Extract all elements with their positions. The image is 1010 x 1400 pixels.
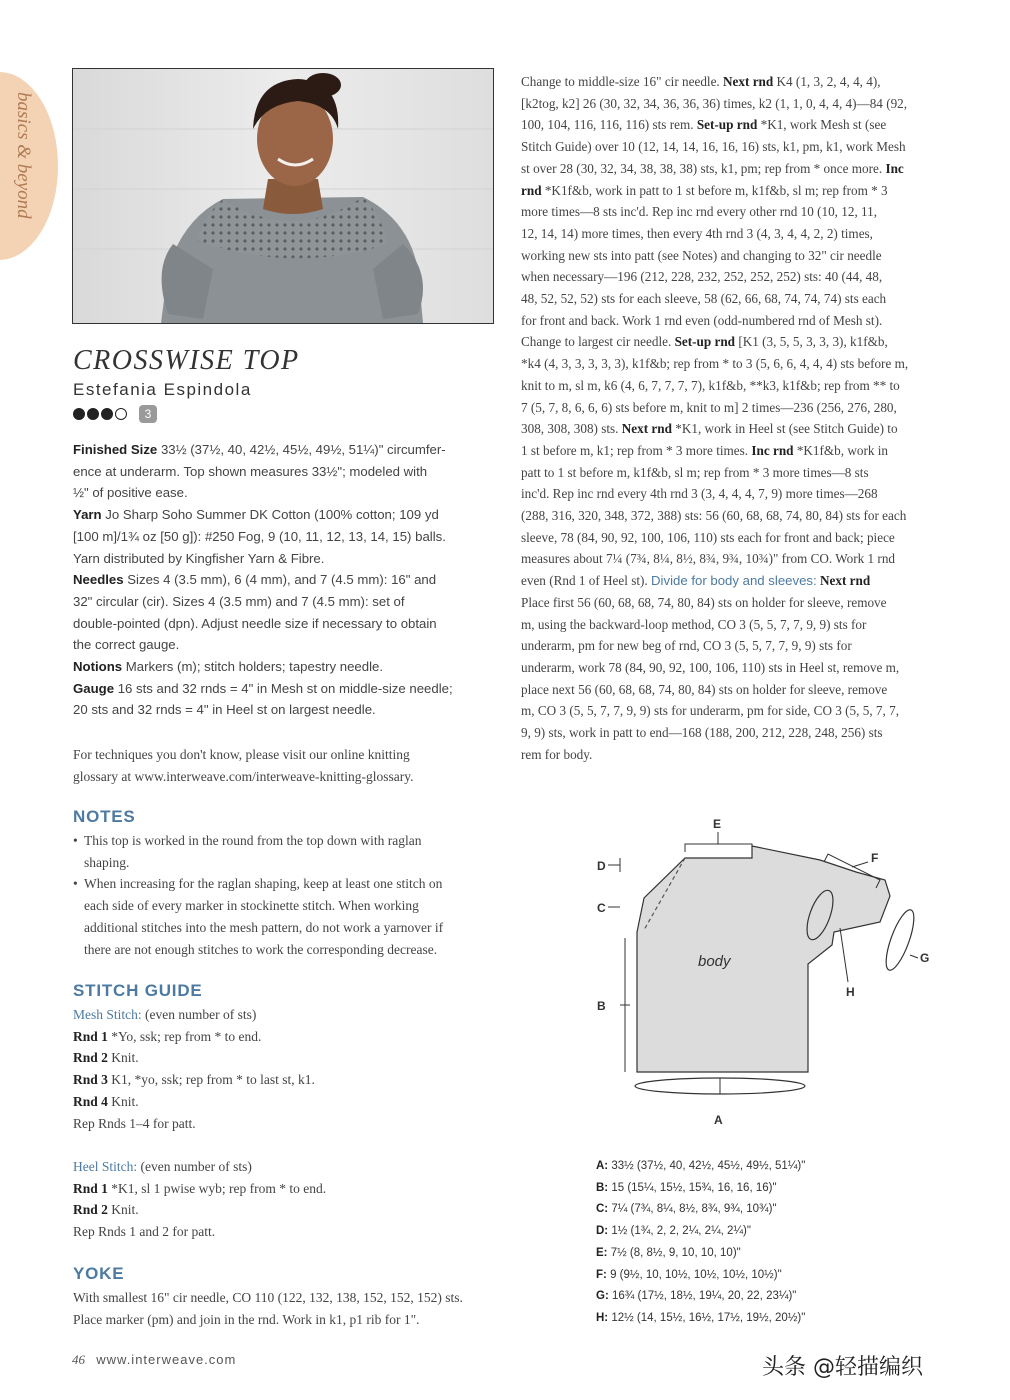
instruction-text: K4 (1, 3, 2, 4, 4, 4), [773, 74, 881, 89]
measurement-value: 16¾ (17½, 18½, 19¼, 20, 22, 23¼)" [611, 1290, 797, 1303]
round-text: Knit. [107, 1202, 139, 1218]
measurement-key: F: [596, 1268, 607, 1281]
techniques-text: For techniques you don't know, please visit our online knitting [73, 747, 410, 762]
instruction-text: patt to 1 st before m, k1f&b, sl m; rep from * 3 more times—8 sts [521, 464, 869, 480]
instruction-text: Place first 56 (60, 68, 68, 74, 80, 84) sts on holder for sleeve, remove [521, 594, 887, 610]
label-a: A [714, 1113, 723, 1127]
instruction-text: [K1 (3, 5, 5, 3, 3, 3), k1f&b, [735, 334, 888, 350]
measurement-value: 1½ (1¾, 2, 2, 2¼, 2¼, 2¼)" [611, 1225, 751, 1238]
round-label: Rnd 1 [73, 1028, 108, 1044]
section-tab-label: basics & beyond [13, 92, 34, 219]
instruction-text: more times—8 sts inc'd. Rep inc rnd every other rnd 10 (10, 12, 11, [521, 204, 878, 220]
finished-size-text: ence at underarm. Top shown measures 33½"; modeled with [73, 463, 428, 479]
instruction-text: measures about 7¼ (7¾, 8¼, 8½, 8¾, 9¾, 10¾)" from CO. Work 1 rnd [521, 551, 896, 567]
instruction-text: working new sts into patt (see Notes) and changing to 32" cir needle [521, 247, 882, 263]
instruction-step-label: Next rnd [723, 74, 774, 89]
measurement-value: 7½ (8, 8½, 9, 10, 10, 10)" [610, 1246, 741, 1259]
skill-dot-filled [101, 408, 113, 420]
measurement-value: 7¼ (7¾, 8¼, 8½, 8¾, 9¾, 10¾)" [611, 1203, 777, 1216]
instruction-text: when necessary—196 (212, 228, 232, 252, 252, 252) sts: 40 (44, 48, [521, 269, 883, 285]
stitch-guide [73, 1004, 503, 1243]
measurements-list [596, 1156, 805, 1330]
finished-size-text: ½" of positive ease. [73, 485, 188, 501]
designer-name: Estefania Espindola [73, 380, 252, 399]
instruction-text: for front and back. Work 1 rnd even (odd-numbered rnd of Mesh st). [521, 312, 883, 328]
mesh-stitch-label: Mesh Stitch: [73, 1007, 142, 1022]
round-text: Knit. [107, 1093, 139, 1109]
measurement-key: B: [596, 1181, 609, 1194]
yoke-text [73, 1287, 513, 1330]
yoke-heading: YOKE [73, 1264, 125, 1283]
notes-line: there are not enough stitches to work the corresponding decrease. [84, 941, 438, 957]
measurement-key: C: [596, 1203, 609, 1216]
label-e: E [713, 817, 722, 831]
needles-label: Needles [73, 572, 124, 588]
repeat-text: Rep Rnds 1 and 2 for patt. [73, 1224, 216, 1240]
yarn-label: Yarn [73, 507, 102, 523]
label-b: B [597, 999, 606, 1013]
measurement-value: 33½ (37½, 40, 42½, 45½, 49½, 51¼)" [611, 1160, 806, 1172]
round-text: *Yo, ssk; rep from * to end. [107, 1028, 262, 1044]
mesh-stitch-count: (even number of sts) [141, 1007, 257, 1022]
specs-block [73, 439, 503, 721]
notes-line: • This top is worked in the round from the top down with raglan [84, 833, 422, 848]
needles-text: double-pointed (dpn). Adjust needle size if necessary to obtain [73, 615, 437, 631]
notes-line: shaping. [84, 854, 130, 870]
finished-size-label: Finished Size [73, 442, 158, 457]
notes-item [73, 873, 503, 960]
measurement-key: A: [596, 1160, 609, 1172]
instruction-text: 1 st before m, k1; rep from * 3 more times. [521, 442, 752, 458]
notions-label: Notions [73, 659, 123, 675]
measurement-row [596, 1308, 805, 1330]
instruction-text: 48, 52, 52, 52) sts for each sleeve, 58 (62, 66, 68, 74, 74, 74) sts each [521, 291, 887, 307]
instruction-text: st over 28 (30, 32, 34, 38, 38, 38) sts, k1, pm; rep from * once more. [521, 160, 886, 176]
instruction-text: 7 (5, 7, 8, 6, 6, 6) sts before m, knit to m] 2 times—236 (256, 276, 280, [521, 399, 897, 415]
instruction-text: *K1f&b, work in [793, 442, 889, 458]
instruction-text: *K1, work Mesh st (see [757, 117, 887, 133]
instruction-text: place next 56 (60, 68, 68, 74, 80, 84) sts on holder for sleeve, remove [521, 681, 888, 697]
instruction-text: m, using the backward-loop method, CO 3 (5, 5, 7, 7, 9, 9) sts for [521, 616, 867, 632]
measurement-row [596, 1156, 805, 1178]
divide-subheading: Divide for body and sleeves: [651, 573, 817, 589]
round-label: Rnd 3 [73, 1072, 108, 1088]
heel-stitch-label: Heel Stitch: [73, 1158, 138, 1174]
notes-list [73, 830, 503, 960]
measurement-key: G: [596, 1290, 609, 1303]
measurement-key: H: [596, 1311, 609, 1324]
measurement-key: D: [596, 1225, 609, 1238]
techniques-link-text[interactable]: glossary at www.interweave.com/interweave-knitting-glossary. [73, 768, 414, 784]
gauge-text: 20 sts and 32 rnds = 4" in Heel st on largest needle. [73, 702, 376, 718]
instruction-text: Change to largest cir needle. [521, 334, 675, 350]
yarn-text: Yarn distributed by Kingfisher Yarn & Fibre. [73, 550, 325, 566]
instruction-text: Stitch Guide) over 10 (12, 14, 14, 16, 16, 16) sts, k1, pm, k1, work Mesh [521, 139, 906, 155]
instructions-column [521, 71, 961, 766]
measurement-row [596, 1265, 805, 1287]
instruction-text: Change to middle-size 16" cir needle. [521, 74, 724, 89]
skill-level [73, 405, 157, 423]
instruction-text: 100, 104, 116, 116, 116) sts rem. [521, 117, 697, 133]
yoke-line: With smallest 16" cir needle, CO 110 (122, 132, 138, 152, 152, 152) sts. [73, 1290, 463, 1305]
round-text: Knit. [107, 1050, 139, 1066]
body-label: body [698, 953, 731, 970]
measurement-value: 15 (15¼, 15½, 15¾, 16, 16, 16)" [611, 1181, 777, 1194]
instruction-text: underarm, pm for new beg of rnd, CO 3 (5, 5, 7, 7, 9, 9) sts for [521, 638, 852, 654]
label-f: F [871, 851, 879, 865]
measurement-key: E: [596, 1246, 608, 1259]
notes-line: • When increasing for the raglan shaping, keep at least one stitch on [84, 876, 443, 892]
watermark-text: 头条 @轻描编织 [762, 1355, 923, 1380]
instruction-text: knit to m, sl m, k6 (4, 6, 7, 7, 7, 7), k1f&b, **k3, k1f&b; rep from ** to [521, 377, 900, 393]
round-label: Rnd 4 [73, 1093, 108, 1109]
round-text: *K1, sl 1 pwise wyb; rep from * to end. [107, 1180, 327, 1196]
instruction-text: rem for body. [521, 746, 593, 762]
stitch-guide-heading: STITCH GUIDE [73, 981, 203, 1000]
measurement-value: 12½ (14, 15½, 16½, 17½, 19½, 20½)" [611, 1311, 806, 1324]
pattern-title: CROSSWISE TOP [73, 345, 300, 376]
notes-line: additional stitches into the mesh pattern, do not work a yarnover if [84, 919, 444, 935]
instruction-text: 12, 14, 14) more times, then every 4th rnd 3 (4, 3, 4, 4, 2, 2) times, [521, 225, 873, 241]
measurement-row [596, 1221, 805, 1243]
gauge-label: Gauge [73, 680, 115, 696]
instruction-step-label: Set-up rnd [696, 117, 758, 133]
measurement-row [596, 1243, 805, 1265]
yarn-text: Jo Sharp Soho Summer DK Cotton (100% cotton; 109 yd [101, 507, 439, 523]
footer-url[interactable]: www.interweave.com [96, 1352, 237, 1367]
needles-text: 32" circular (cir). Sizes 4 (3.5 mm) and 7 (4.5 mm): set of [73, 593, 405, 609]
instruction-step-label: Next rnd [621, 421, 672, 437]
instruction-text: *K1, work in Heel st (see Stitch Guide) to [671, 421, 898, 437]
measurement-row [596, 1178, 805, 1200]
round-text: K1, *yo, ssk; rep from * to last st, k1. [107, 1072, 315, 1088]
page-footer [72, 1352, 236, 1368]
measurement-value: 9 (9½, 10, 10½, 10½, 10½, 10½)" [610, 1268, 782, 1281]
skill-dot-empty [115, 408, 127, 420]
notes-line: each side of every marker in stockinette stitch. When working [84, 898, 419, 914]
measurement-row [596, 1199, 805, 1221]
instruction-text: inc'd. Rep inc rnd every 4th rnd 3 (3, 4, 4, 4, 7, 9) more times—268 [521, 486, 878, 502]
needles-text: Sizes 4 (3.5 mm), 6 (4 mm), and 7 (4.5 mm): 16" and [123, 572, 437, 588]
instruction-text: 308, 308, 308) sts. [521, 421, 622, 437]
instruction-text: 9, 9) sts, work in patt to end—168 (188, 200, 212, 228, 248, 256) sts [521, 725, 883, 741]
notes-heading: NOTES [73, 807, 136, 826]
needles-text: the correct gauge. [73, 637, 180, 653]
watermark [762, 1350, 923, 1381]
instruction-text: underarm, work 78 (84, 90, 92, 100, 106, 110) sts in Heel st, remove m, [521, 659, 900, 675]
label-g: G [920, 951, 930, 965]
instruction-step-label: Set-up rnd [674, 334, 736, 350]
repeat-text: Rep Rnds 1–4 for patt. [73, 1115, 196, 1131]
techniques-note [73, 744, 503, 787]
yoke-line: Place marker (pm) and join in the rnd. Work in k1, p1 rib for 1". [73, 1311, 420, 1327]
heel-stitch-count: (even number of sts) [137, 1158, 252, 1174]
schematic-diagram [580, 810, 960, 1140]
body-shape [637, 846, 890, 1072]
page-number: 46 [72, 1352, 85, 1367]
instruction-text: m, CO 3 (5, 5, 7, 7, 9, 9) sts for underarm, pm for side, CO 3 (5, 5, 7, 7, [521, 703, 900, 719]
instruction-text: *K1f&b, work in patt to 1 st before m, k1f&b, sl m; rep from * 3 [541, 182, 888, 198]
instruction-step-label: Inc [885, 160, 904, 176]
instruction-text: even (Rnd 1 of Heel st). [521, 573, 652, 589]
instruction-step-label: rnd [521, 182, 542, 198]
skill-dot-filled [87, 408, 99, 420]
round-label: Rnd 2 [73, 1050, 108, 1066]
instruction-text: *k4 (4, 3, 3, 3, 3, 3), k1f&b; rep from * to 3 (5, 6, 6, 4, 4, 4) sts before m, [521, 356, 909, 372]
instruction-step-label: Next rnd [816, 573, 871, 589]
gauge-text: 16 sts and 32 rnds = 4" in Mesh st on middle-size needle; [114, 680, 453, 696]
notes-item [73, 830, 503, 873]
instruction-text: (288, 316, 320, 348, 372, 388) sts: 56 (60, 68, 68, 74, 80, 84) sts for each [521, 508, 907, 524]
instruction-text: sleeve, 78 (84, 90, 92, 100, 106, 110) sts each for front and back; piece [521, 529, 895, 545]
round-label: Rnd 2 [73, 1202, 108, 1218]
instruction-text: [k2tog, k2] 26 (30, 32, 34, 36, 36, 36) times, k2 (1, 1, 0, 4, 4, 4)—84 (92, [521, 95, 908, 111]
yarn-weight-icon: 3 [139, 405, 157, 423]
skill-dot-filled [73, 408, 85, 420]
label-h: H [846, 985, 855, 999]
instruction-step-label: Inc rnd [751, 442, 794, 458]
yarn-text: [100 m]/1¾ oz [50 g]): #250 Fog, 9 (10, 11, 12, 13, 14, 15) balls. [73, 528, 446, 544]
notions-text: Markers (m); stitch holders; tapestry needle. [122, 659, 384, 675]
label-c: C [597, 901, 606, 915]
measurement-row [596, 1286, 805, 1308]
model-photo [72, 68, 494, 324]
finished-size-text: 33½ (37½, 40, 42½, 45½, 49½, 51¼)" circumfer- [157, 442, 446, 457]
round-label: Rnd 1 [73, 1180, 108, 1196]
label-d: D [597, 859, 606, 873]
